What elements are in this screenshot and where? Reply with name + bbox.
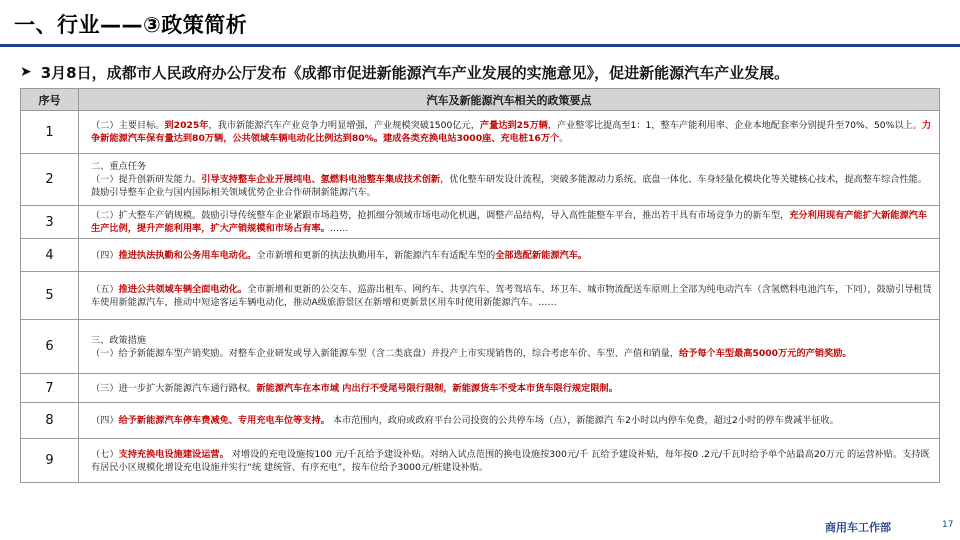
row-index: 2 bbox=[21, 154, 79, 206]
row-index: 6 bbox=[21, 320, 79, 374]
row-content bbox=[79, 154, 940, 206]
body-text: （一）提升创新研发能力。 bbox=[91, 174, 202, 185]
table-row bbox=[21, 206, 940, 239]
row-content bbox=[79, 320, 940, 374]
highlight-text: 产量达到25万辆 bbox=[479, 120, 548, 131]
policy-table bbox=[20, 88, 940, 483]
highlight-text: 给予新能源汽车停车费减免、专用充电车位等支持。 bbox=[118, 415, 330, 426]
highlight-text: 推进公共领域车辆全面电动化。 bbox=[118, 283, 248, 295]
policy-table-body bbox=[21, 111, 940, 483]
highlight-text: 全部选配新能源汽车。 bbox=[495, 249, 588, 261]
body-text: （五） bbox=[91, 283, 119, 295]
highlight-text: 到2025年 bbox=[164, 120, 209, 131]
body-text: （七） bbox=[91, 448, 119, 460]
row-index: 1 bbox=[21, 111, 79, 154]
body-text: 。 bbox=[559, 133, 569, 144]
body-text: （二）主要目标。 bbox=[91, 120, 165, 131]
row-content bbox=[79, 374, 940, 403]
title-divider bbox=[0, 44, 960, 47]
page-number: 17 bbox=[942, 520, 954, 530]
body-text: 对增设的充电设施按100 元/千瓦给予建设补贴。对纳入试点范围的换电设施按300元/千 瓦给予建设补贴，每年按0 .2元/千瓦时给予单个站最高20万元 的运营补贴。支持既有居民小区规模化增设充电设施并实行“统 建统管、有序充电”，按车位给予3000元/桩建设补贴。 bbox=[91, 448, 930, 473]
table-row bbox=[21, 239, 940, 272]
row-index: 4 bbox=[21, 239, 79, 272]
highlight-text: 推进执法执勤和公务用车电动化。 bbox=[118, 249, 257, 261]
subtitle-text: 3月8日，成都市人民政府办公厅发布《成都市促进新能源汽车产业发展的实施意见》，促进新能源汽车产业发展。 bbox=[40, 63, 790, 82]
table-row bbox=[21, 374, 940, 403]
body-text: （三）进一步扩大新能源汽车通行路权。 bbox=[91, 382, 257, 394]
row-index: 5 bbox=[21, 272, 79, 320]
page-title: 一、行业——③政策简析 bbox=[14, 13, 248, 37]
highlight-text: 支持充换电设施建设运营。 bbox=[118, 448, 229, 460]
row-content bbox=[79, 239, 940, 272]
body-text: 本市范围内，政府或政府平台公司投资的公共停车场（点），新能源汽 车2小时以内停车免费，超过2小时的停车费减半征收。 bbox=[329, 415, 839, 426]
highlight-text: 充分利用现有产能扩大新能源汽车生产比例，提升产能利用率，扩大产销规模和市场占有率。 bbox=[91, 210, 928, 234]
table-row bbox=[21, 154, 940, 206]
row-content bbox=[79, 206, 940, 239]
body-text: 全市新增和更新的公交车、巡游出租车、网约车、共享汽车、驾考驾培车、环卫车、城市物流配送车原则上全部为纯电动汽车（含氢燃料电池汽车，下同），鼓励引导租赁车使用新能源汽车，推动中短途客运车辆电动化，推动A级旅游景区在新增和更新景区用车时使用新能源汽车。…… bbox=[91, 283, 932, 308]
body-text: ，优化整车研发设计流程，突破多能源动力系统、底盘一体化、车身轻量化模块化等关键核心技术，提高整车综合性能。鼓励引导整车企业与国内国际相关领域优势企业合作研制新能源汽车。 bbox=[91, 174, 928, 198]
table-row bbox=[21, 272, 940, 320]
table-header-row bbox=[21, 89, 940, 111]
arrow-bullet-icon: ➤ bbox=[20, 64, 32, 80]
table-row bbox=[21, 111, 940, 154]
highlight-text: 新能源汽车在本市域 内出行不受尾号限行限制，新能源货车不受本市货车限行规定限制。 bbox=[256, 382, 618, 394]
highlight-text: 给予每个车型最高5000万元的产销奖励。 bbox=[679, 347, 852, 359]
body-text: （二）扩大整车产销规模。鼓励引导传统整车企业紧跟市场趋势，抢抓细分领域市场电动化机遇，调整产品结构，导入高性能整车平台，推出若干具有市场竞争力的新车型， bbox=[91, 210, 790, 221]
subtitle-line bbox=[20, 60, 789, 84]
row-content bbox=[79, 272, 940, 320]
body-text: （四） bbox=[91, 415, 119, 426]
body-text: ，产业整零比提高至1：1，整车产能利用率、企业本地配套率分别提升至70%、50%以上。 bbox=[547, 120, 922, 131]
footer-brand: 商用车工作部 bbox=[825, 521, 891, 534]
row-content bbox=[79, 439, 940, 483]
table-row bbox=[21, 403, 940, 439]
body-text: （四） bbox=[91, 249, 119, 261]
row-index: 9 bbox=[21, 439, 79, 483]
body-text: …… bbox=[329, 223, 349, 234]
body-text: 三、政策措施 bbox=[91, 334, 147, 346]
body-text: 二、重点任务 bbox=[91, 161, 147, 172]
highlight-text: 力争新能源汽车保有量达到80万辆，公共领域车辆电动化比例达到80%。建成各类充换电站3000座、充电桩16万个 bbox=[91, 120, 932, 144]
row-content bbox=[79, 403, 940, 439]
table-row bbox=[21, 439, 940, 483]
row-content bbox=[79, 111, 940, 154]
header-content: 汽车及新能源汽车相关的政策要点 bbox=[79, 89, 940, 111]
body-text: （一）给予新能源车型产销奖励。对整车企业研发或导入新能源车型（含二类底盘）并投产上市实现销售的，综合考虑车价、车型、产值和销量， bbox=[91, 347, 679, 359]
body-text: 全市新增和更新的执法执勤用车，新能源汽车有适配车型的 bbox=[256, 249, 496, 261]
row-index: 7 bbox=[21, 374, 79, 403]
table-row bbox=[21, 320, 940, 374]
body-text: ，我市新能源汽车产业竞争力明显增强，产业规模突破1500亿元， bbox=[208, 120, 480, 131]
row-index: 8 bbox=[21, 403, 79, 439]
highlight-text: 引导支持整车企业开展纯电、氢燃料电池整车集成技术创新 bbox=[201, 174, 441, 185]
row-index: 3 bbox=[21, 206, 79, 239]
header-index: 序号 bbox=[21, 89, 79, 111]
